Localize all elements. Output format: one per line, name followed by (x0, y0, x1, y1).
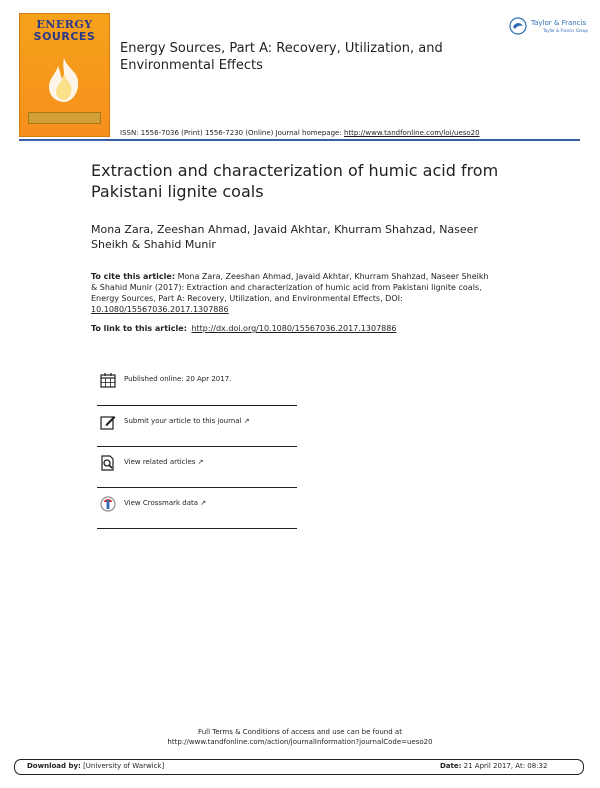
tf-swirl-icon (509, 17, 527, 35)
published-online-label: Published online: 20 Apr 2017. (124, 375, 232, 383)
action-divider (97, 405, 297, 406)
download-bar (14, 759, 584, 775)
citation-label: To cite this article: (91, 272, 176, 281)
crossmark-label: View Crossmark data ↗︎ (124, 499, 207, 507)
article-authors: Mona Zara, Zeeshan Ahmad, Javaid Akhtar, Khurram Shahzad, Naseer Sheikh & Shahid Munir (91, 223, 478, 251)
article-doi-url[interactable]: http://dx.doi.org/10.1080/15567036.2017.1307886 (191, 324, 397, 333)
related-articles-link[interactable] (97, 453, 297, 475)
submit-article-link[interactable] (97, 412, 297, 434)
action-divider (97, 528, 297, 529)
terms-note (0, 727, 600, 747)
related-articles-label: View related articles ↗︎ (124, 458, 204, 466)
citation-doi-link[interactable]: 10.1080/15567036.2017.1307886 (91, 305, 229, 314)
edit-icon (100, 414, 116, 430)
published-online-item (97, 370, 297, 392)
cover-title-line2: SOURCES (33, 30, 96, 43)
publisher-name: Taylor & Francis (531, 19, 587, 27)
cover-flame-icon (34, 56, 94, 106)
publisher-logo[interactable] (509, 17, 589, 37)
crossmark-link[interactable] (97, 494, 297, 516)
external-link-icon: ↗︎ (200, 499, 207, 507)
citation-text: Mona Zara, Zeeshan Ahmad, Javaid Akhtar, Khurram Shahzad, Naseer Sheikh & Shahid Munir (2017): Extraction and characterization of humic acid from Pakistani lignite coals, Energy Sources, Part A: Recovery, Utilization, and Environmental Effects, DOI: (91, 272, 489, 303)
cover-title-line1: ENERGY (36, 18, 93, 31)
terms-line: Full Terms & Conditions of access and use can be found at (198, 728, 402, 736)
calendar-icon (100, 372, 116, 388)
link-label: To link to this article: (91, 324, 187, 333)
magnifier-icon (100, 455, 116, 471)
action-divider (97, 487, 297, 488)
downloaded-by: Download by: [University of Warwick] (27, 762, 165, 770)
terms-url-link[interactable]: http://www.tandfonline.com/action/journalInformation?journalCode=ueso20 (167, 738, 433, 746)
submit-article-label: Submit your article to this journal ↗︎ (124, 417, 250, 425)
crossmark-icon (100, 496, 116, 512)
external-link-icon: ↗︎ (243, 417, 250, 425)
issn-line (120, 129, 480, 137)
journal-title: Energy Sources, Part A: Recovery, Utilization, and Environmental Effects (120, 41, 443, 73)
journal-cover-image (19, 13, 110, 137)
header-divider (19, 139, 580, 141)
external-link-icon: ↗︎ (197, 458, 204, 466)
publisher-group: Taylor & Francis Group (543, 28, 588, 33)
cover-band (28, 112, 101, 124)
action-divider (97, 446, 297, 447)
article-title: Extraction and characterization of humic acid from Pakistani lignite coals (91, 161, 499, 201)
link-block (91, 324, 396, 333)
download-date: Date: 21 April 2017, At: 08:32 (440, 762, 548, 770)
journal-homepage-link[interactable]: http://www.tandfonline.com/loi/ueso20 (343, 129, 480, 137)
issn-text: ISSN: 1556-7036 (Print) 1556-7230 (Online) Journal homepage: (120, 129, 342, 137)
citation-block (91, 271, 491, 315)
